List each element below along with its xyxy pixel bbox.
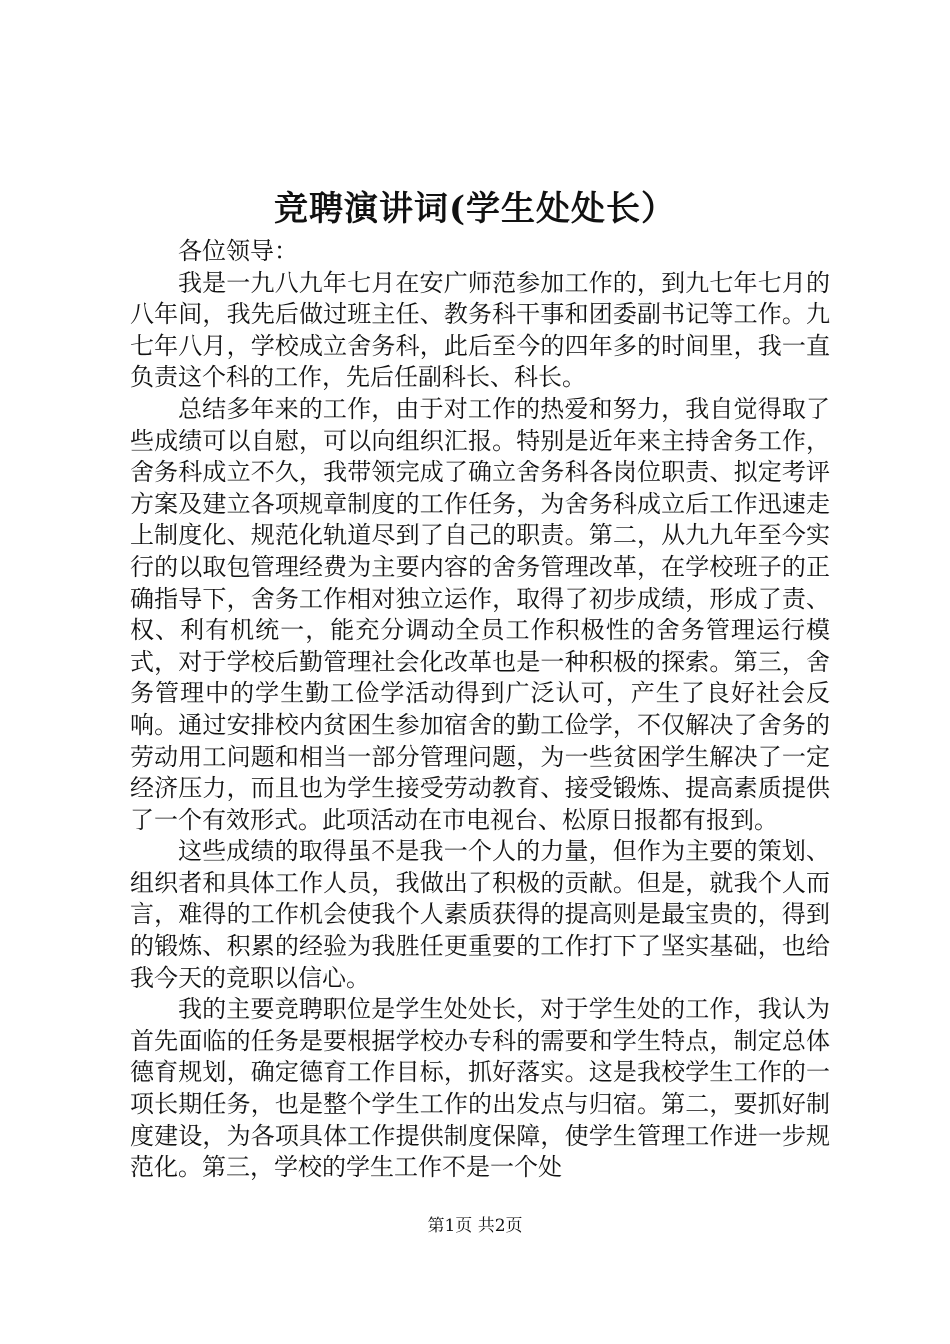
document-title: 竞聘演讲词(学生处处长） bbox=[273, 189, 677, 229]
paragraph-3: 这些成绩的取得虽不是我一个人的力量，但作为主要的策划、组织者和具体工作人员，我做出了积极的贡献。但是，就我个人而言，难得的工作机会使我个人素质获得的提高则是最宝贵的，得到的锻炼、积累的经验为我胜任更重要的工作打下了坚实基础，也给我今天的竞职以信心。 bbox=[130, 837, 830, 992]
salutation: 各位领导： bbox=[178, 237, 298, 265]
paragraph-1: 我是一九八九年七月在安广师范参加工作的，到九七年七月的八年间，我先后做过班主任、教务科干事和团委副书记等工作。九七年八月，学校成立舍务科，此后至今的四年多的时间里，我一直负责这个科的工作，先后任副科长、科长。 bbox=[130, 268, 830, 392]
document-body bbox=[130, 236, 830, 1184]
page-number: 第1页 共2页 bbox=[427, 1216, 523, 1236]
paragraph-2: 总结多年来的工作，由于对工作的热爱和努力，我自觉得取了些成绩可以自慰，可以向组织汇报。特别是近年来主持舍务工作，舍务科成立不久，我带领完成了确立舍务科各岗位职责、拟定考评方案及建立各项规章制度的工作任务，为舍务科成立后工作迅速走上制度化、规范化轨道尽到了自己的职责。第二，从九九年至今实行的以取包管理经费为主要内容的舍务管理改革，在学校班子的正确指导下，舍务工作相对独立运作，取得了初步成绩，形成了责、权、利有机统一，能充分调动全员工作积极性的舍务管理运行模式，对于学校后勤管理社会化改革也是一种积极的探索。第三，舍务管理中的学生勤工俭学活动得到广泛认可，产生了良好社会反响。通过安排校内贫困生参加宿舍的勤工俭学，不仅解决了舍务的劳动用工问题和相当一部分管理问题，为一些贫困学生解决了一定经济压力，而且也为学生接受劳动教育、接受锻炼、提高素质提供了一个有效形式。此项活动在市电视台、松原日报都有报到。 bbox=[130, 394, 830, 834]
paragraph-4: 我的主要竞聘职位是学生处处长，对于学生处的工作，我认为首先面临的任务是要根据学校办专科的需要和学生特点，制定总体德育规划，确定德育工作目标，抓好落实。这是我校学生工作的一项长期任务，也是整个学生工作的出发点与归宿。第二，要抓好制度建设，为各项具体工作提供制度保障，使学生管理工作进一步规范化。第三，学校的学生工作不是一个处 bbox=[130, 995, 830, 1182]
